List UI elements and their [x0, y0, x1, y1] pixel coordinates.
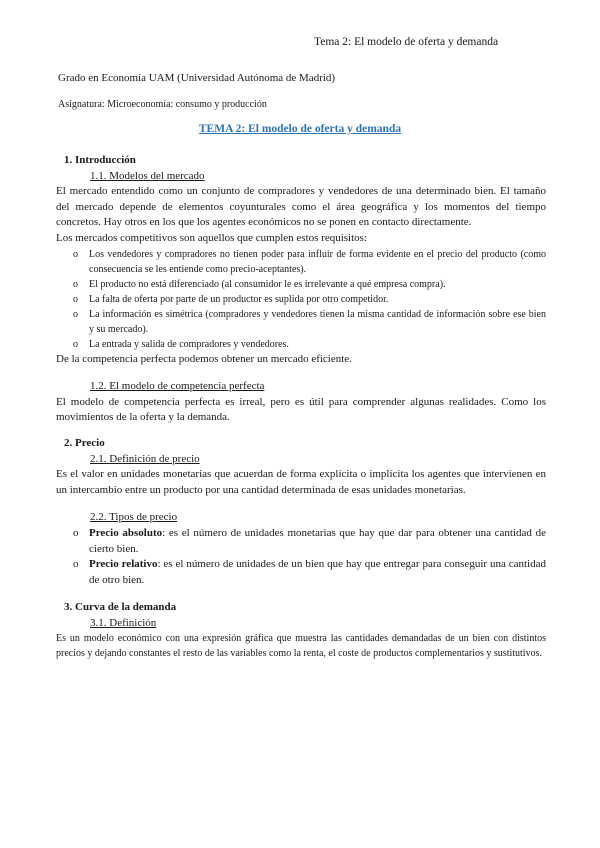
subsection-heading-definicion: 3.1. Definición: [90, 616, 157, 629]
list-item: o Los vendedores y compradores no tienen poder para influir de forma evidente en el precio del producto (como consecuencia se les entiende como precio-aceptantes).: [73, 248, 546, 275]
paragraph: De la competencia perfecta podemos obtener un mercado eficiente.: [56, 352, 352, 365]
bullet-icon: o: [73, 278, 78, 290]
subject-line: Asignatura: Microeconomía: consumo y producción: [58, 99, 267, 110]
bullet-icon: o: [73, 338, 78, 350]
paragraph: El mercado entendido como un conjunto de compradores y vendedores de una determinado bien. El tamaño del mercado depende de elementos coyunturales como el área geográfica y los momentos del tiempo concretos. Hay otros en los que los agentes económicos no se ponen en contacto directamente.: [56, 185, 546, 229]
list-item: o La entrada y salida de compradores y vendedores.: [73, 338, 289, 350]
paragraph: Es el valor en unidades monetarias que acuerdan de forma explícita o implícita los agentes que intervienen en un intercambio entre un producto por una cantidad determinada de esas unidades monetarias.: [56, 468, 546, 496]
list-item: o Precio absoluto: es el número de unidades monetarias que hay que dar para obtener una cantidad de cierto bien.: [73, 526, 546, 555]
paragraph: El modelo de competencia perfecta es irreal, pero es útil para comprender algunas realidades. Como los movimientos de la oferta y la demanda.: [56, 395, 546, 424]
subsection-heading-tipos-precio: 2.2. Tipos de precio: [90, 511, 178, 524]
document-title: TEMA 2: El modelo de oferta y demanda: [198, 123, 402, 135]
section-heading-curva-demanda: 3. Curva de la demanda: [64, 601, 177, 614]
bullet-icon: o: [73, 526, 79, 539]
subsection-heading-modelos-mercado: 1.1. Modelos del mercado: [90, 169, 205, 182]
requirements-list: [56, 247, 546, 352]
section-heading-introduccion: 1. Introducción: [64, 154, 136, 166]
term: Precio absoluto: [89, 526, 163, 539]
term: Precio relativo: [89, 558, 158, 571]
list-item: o La información es simétrica (compradores y vendedores tienen la misma cantidad de información sobre ese bien y su mercado).: [73, 308, 546, 335]
section-heading-precio: 2. Precio: [64, 436, 105, 449]
paragraph: Es un modelo económico con una expresión gráfica que muestra las cantidades demandadas de un bien con distintos precios y dejando constantes el resto de las variables como la renta, el coste de productos complementarios y sustitutivos.: [56, 633, 546, 660]
bullet-icon: o: [73, 558, 79, 571]
bullet-icon: o: [73, 293, 78, 305]
list-item: o La falta de oferta por parte de un productor es suplida por otro competidor.: [73, 293, 389, 305]
list-item: o Precio relativo: es el número de unidades de un bien que hay que entregar para conseguir una cantidad de otro bien.: [73, 558, 546, 586]
running-header: Tema 2: El modelo de oferta y demanda: [314, 36, 499, 48]
document-body: [56, 153, 546, 661]
bullet-icon: o: [73, 248, 78, 260]
subsection-heading-competencia-perfecta: 1.2. El modelo de competencia perfecta: [90, 380, 265, 393]
degree-line: Grado en Economía UAM (Universidad Autónoma de Madrid): [58, 72, 336, 84]
list-item: o El producto no está diferenciado (al consumidor le es irrelevante a qué empresa compra).: [73, 278, 446, 290]
subsection-heading-definicion-precio: 2.1. Definición de precio: [90, 452, 200, 465]
bullet-icon: o: [73, 308, 78, 320]
paragraph: Los mercados competitivos son aquellos que cumplen estos requisitos:: [56, 231, 368, 244]
price-types-list: [56, 526, 546, 588]
